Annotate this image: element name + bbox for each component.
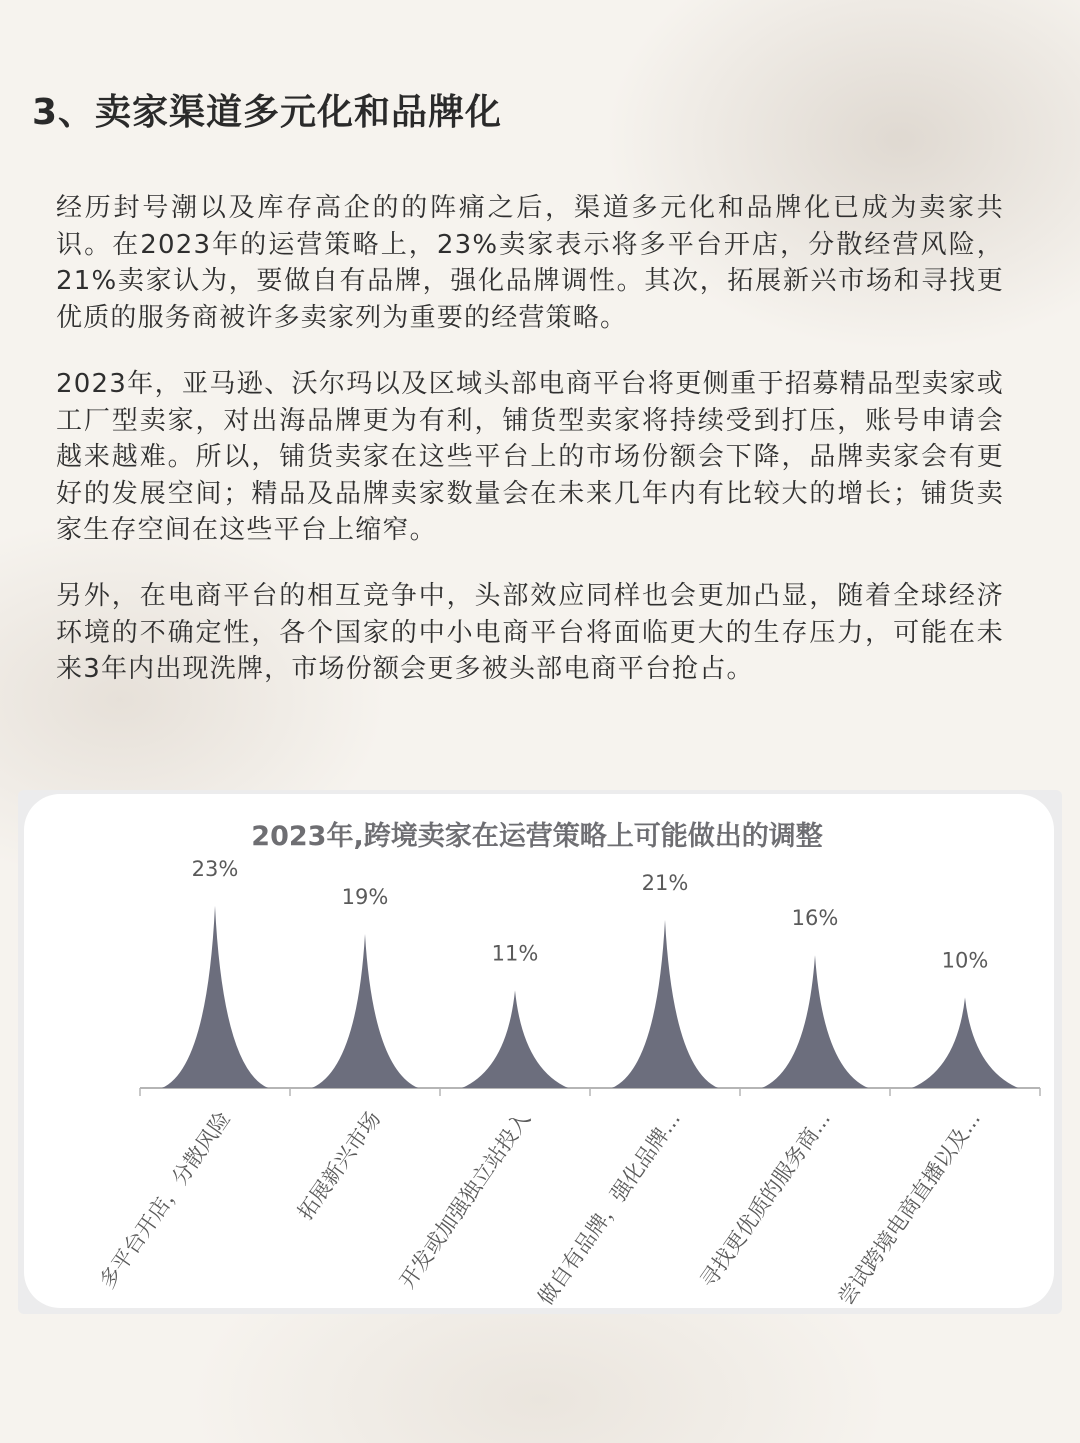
paragraph-2: 2023年，亚马逊、沃尔玛以及区域头部电商平台将更侧重于招募精品型卖家或工厂型卖家，对出海品牌更为有利，铺货型卖家将持续受到打压，账号申请会越来越难。所以，铺货卖家在这些平台上的市场份额会下降，品牌卖家会有更好的发展空间；精品及品牌卖家数量会在未来几年内有比较大的增长；铺货卖家生存空间在这些平台上缩窄。 — [56, 369, 1004, 545]
data-label-1: 23% — [191, 856, 239, 881]
category-label-3: 开发或加强独立站投入 — [394, 1107, 536, 1293]
bar-6 — [912, 997, 1018, 1088]
category-label-1: 多平台开店，分散风险 — [94, 1107, 236, 1293]
section-heading: 3、卖家渠道多元化和品牌化 — [32, 92, 503, 133]
data-label-2: 19% — [341, 885, 389, 910]
bar-2 — [312, 934, 418, 1088]
data-label-4: 21% — [641, 870, 689, 895]
data-label-6: 10% — [941, 948, 989, 973]
data-label-3: 11% — [491, 941, 539, 966]
bar-3 — [462, 990, 568, 1088]
data-label-5: 16% — [791, 906, 839, 931]
chart-title: 2023年,跨境卖家在运营策略上可能做出的调整 — [251, 821, 823, 852]
bar-5 — [762, 955, 868, 1088]
paragraph-3: 另外，在电商平台的相互竞争中，头部效应同样也会更加凸显，随着全球经济环境的不确定性，各个国家的中小电商平台将面临更大的生存压力，可能在未来3年内出现洗牌，市场份额会更多被头部电商平台抢占。 — [56, 581, 1004, 684]
bar-4 — [612, 920, 718, 1088]
paragraph-1: 经历封号潮以及库存高企的的阵痛之后，渠道多元化和品牌化已成为卖家共识。在2023年的运营策略上，23%卖家表示将多平台开店，分散经营风险，21%卖家认为，要做自有品牌，强化品牌调性。其次，拓展新兴市场和寻找更优质的服务商被许多卖家列为重要的经营策略。 — [56, 193, 1004, 333]
category-label-6: 尝试跨境电商直播以及... — [833, 1107, 986, 1310]
category-label-4: 做自有品牌，强化品牌... — [533, 1107, 686, 1310]
category-label-2: 拓展新兴市场 — [293, 1107, 386, 1225]
category-label-5: 寻找更优质的服务商... — [695, 1107, 836, 1293]
bar-1 — [162, 906, 268, 1088]
